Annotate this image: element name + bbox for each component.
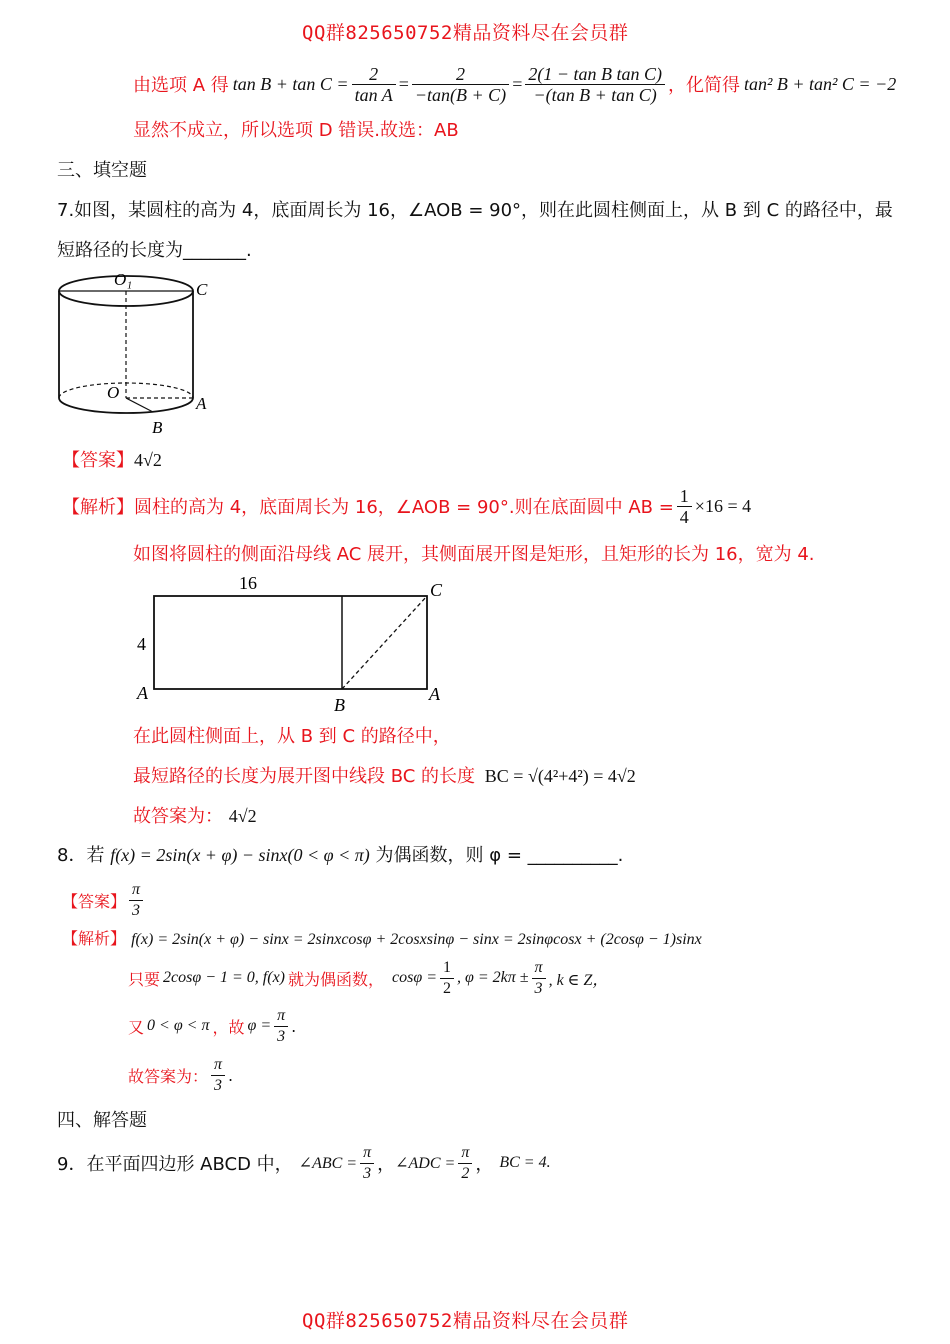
- q9-adc-frac: $\frac{\pi}{2}$: [458, 1143, 472, 1184]
- q8-expansion: f(x) = 2sin(x + φ) − sinx = 2sinxcosφ + 2cosxsinφ − sinx = 2sinφcosx + (2cosφ − 1)sinx: [131, 931, 702, 948]
- q8-half-frac: $\frac{1}{2}$: [440, 958, 454, 999]
- q6-solution-line2: 显然不成立，所以选项 D 错误.故选：AB: [133, 120, 459, 141]
- q6-frac2: $\frac{2}{-\tan(B + C)}$: [412, 64, 509, 105]
- page-header: QQ群825650752精品资料尽在会员群: [302, 22, 629, 44]
- section-solve-title: 四、解答题: [57, 1110, 147, 1131]
- q9-bc: BC = 4.: [499, 1154, 551, 1171]
- rect-label-b: B: [334, 695, 345, 715]
- q7-bc-text: 最短路径的长度为展开图中线段 BC 的长度: [133, 766, 476, 787]
- rect-label-a-left: A: [137, 683, 148, 703]
- q9-abc-frac: $\frac{\pi}{3}$: [360, 1143, 374, 1184]
- q8-l3-d: φ =: [247, 1017, 272, 1034]
- label-a: A: [196, 394, 207, 413]
- page-footer: QQ群825650752精品资料尽在会员群: [302, 1310, 629, 1332]
- q6-mid: ，化简得: [667, 75, 740, 96]
- q8-tail: 为偶函数，则 φ = __________.: [375, 845, 624, 866]
- q7-analysis-line3: 在此圆柱侧面上，从 B 到 C 的路径中，: [133, 726, 451, 747]
- q8-l4-frac: $\frac{\pi}{3}$: [211, 1055, 225, 1096]
- q8-l3-frac: $\frac{\pi}{3}$: [274, 1006, 288, 1047]
- label-b: B: [152, 418, 163, 437]
- q6-lhs: tan B + tan C =: [232, 73, 349, 94]
- rect-label-a-right: A: [429, 684, 440, 704]
- q6-prefix: 由选项 A 得: [133, 75, 229, 96]
- q7-ab-result: ×16 = 4: [694, 495, 752, 516]
- q9-angle-abc: ∠ABC =: [298, 1155, 358, 1172]
- answer-tag: 【答案】: [62, 450, 134, 471]
- answer-value: 4√2: [134, 450, 162, 470]
- unfolded-rectangle-figure: [125, 568, 455, 718]
- q8-l2-c: 就为偶函数，: [288, 969, 385, 989]
- label-c: C: [196, 280, 208, 299]
- analysis-tag: 【解析】: [62, 929, 127, 948]
- q6-solution-line1: 由选项 A 得 tan B + tan C = $\frac{2}{\text{tan A}}$ = $\frac{2}{-\tan(B + C)}$ = $\frac{\text{2(1 − tan B tan C)}}{\text{−(tan B + tan C)}}$ ，化简得 tan² B + tan² C = −2: [133, 63, 897, 105]
- q8-answer: [62, 878, 146, 922]
- rect-width-label: 4: [137, 634, 146, 654]
- label-o1: O₁: [114, 270, 133, 289]
- section-fill-blank-title: 三、填空题: [57, 160, 147, 181]
- q8-function: f(x) = 2sin(x + φ) − sinx(0 < φ < π): [110, 845, 370, 865]
- answer-tag: 【答案】: [62, 891, 127, 911]
- q8-l3-a: 又: [128, 1017, 145, 1037]
- q8-number: 8．若: [57, 845, 105, 866]
- rect-length-label: 16: [239, 573, 257, 593]
- q7-answer: [62, 446, 162, 472]
- q8-analysis-line2: [128, 956, 608, 1000]
- rect-label-c: C: [430, 580, 443, 600]
- q7-stem-line1: 7.如图，某圆柱的高为 4，底面周长为 16，∠AOB = 90°，则在此圆柱侧面上，从 B 到 C 的路径中，最: [57, 200, 893, 221]
- q7-bc-math: BC = √(4²+4²) = 4√2: [484, 766, 636, 786]
- q7-analysis-line5: [133, 802, 257, 828]
- q8-analysis-line4: 故答案为： $\frac{\pi}{3}$ .: [128, 1055, 234, 1094]
- q8-l3-b: 0 < φ < π: [147, 1017, 210, 1034]
- q7-analysis-line4: [133, 762, 636, 788]
- q7-analysis-text: 圆柱的高为 4，底面周长为 16，∠AOB = 90°.则在底面圆中 AB =: [134, 497, 674, 518]
- q8-pi3-frac: $\frac{\pi}{3}$: [532, 958, 546, 999]
- q8-l2-b: 2cosφ − 1 = 0, f(x): [163, 969, 285, 986]
- q7-analysis-line2: 如图将圆柱的侧面沿母线 AC 展开，其侧面展开图是矩形，且矩形的长为 16，宽为 4.: [133, 544, 815, 565]
- q7-quarter-frac: $\frac{1}{4}$: [677, 486, 692, 527]
- q8-answer-frac: $\frac{\pi}{3}$: [129, 880, 143, 921]
- q7-final-value: 4√2: [228, 806, 257, 826]
- q9-stem: 9．在平面四边形 ABCD 中， ∠ABC = $\frac{\pi}{3}$ ， ∠ADC = $\frac{\pi}{2}$ ， BC = 4.: [57, 1143, 551, 1182]
- q8-analysis-line3: 又 0 < φ < π ，故 φ = $\frac{\pi}{3}$ .: [128, 1006, 297, 1045]
- q9-angle-adc: ∠ADC =: [395, 1155, 456, 1172]
- q6-frac1: $\frac{2}{\text{tan A}}$: [352, 64, 396, 105]
- q8-l2-d: cosφ =: [392, 969, 437, 986]
- q7-final-label: 故答案为：: [133, 806, 223, 827]
- q8-stem: [57, 841, 623, 867]
- q7-stem-line2: 短路径的长度为_______.: [57, 240, 252, 261]
- q6-result: tan² B + tan² C = −2: [743, 73, 897, 94]
- q6-frac3: $\frac{\text{2(1 − tan B tan C)}}{\text{−(tan B + tan C)}}$: [525, 64, 665, 105]
- q8-l2-h: , k ∈ Z，: [548, 971, 609, 989]
- q8-l2-e: , φ = 2kπ ±: [457, 969, 529, 986]
- q9-text: 9．在平面四边形 ABCD 中，: [57, 1154, 293, 1175]
- q8-l3-c: ，故: [212, 1017, 245, 1037]
- q8-l2-a: 只要: [128, 969, 161, 989]
- cylinder-figure: [50, 265, 220, 440]
- q8-l4-a: 故答案为：: [128, 1066, 209, 1086]
- q7-analysis-line1: [62, 484, 751, 528]
- q8-analysis-line1: [62, 926, 702, 949]
- label-o: O: [107, 383, 120, 402]
- analysis-tag: 【解析】: [62, 497, 134, 518]
